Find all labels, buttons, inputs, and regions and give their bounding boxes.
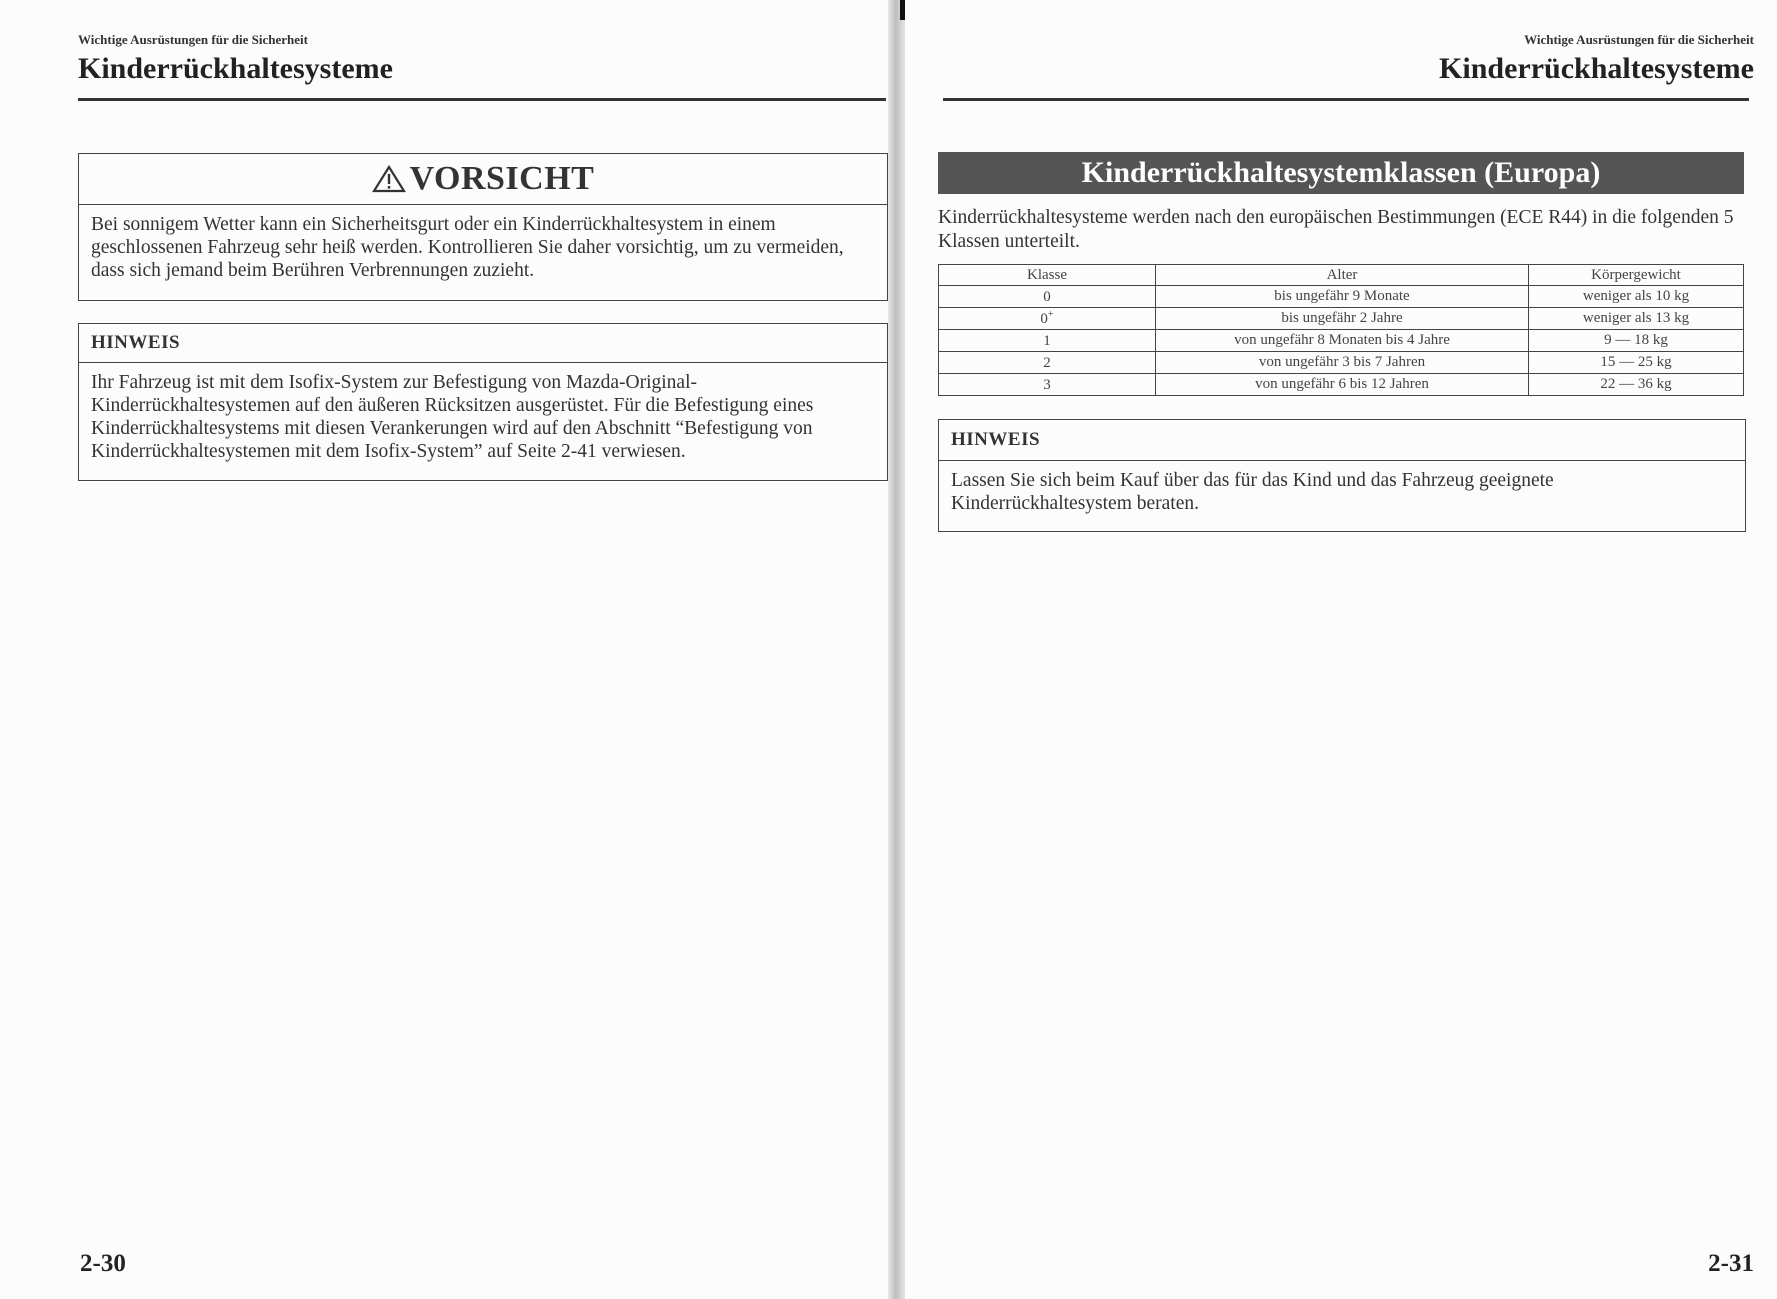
column-header-gewicht: Körpergewicht — [1529, 265, 1744, 286]
note-box — [78, 323, 888, 481]
klasse-cell: 0+ — [939, 308, 1156, 330]
table-row — [939, 330, 1744, 352]
table-row — [939, 374, 1744, 396]
caution-header — [79, 154, 887, 205]
running-head: Wichtige Ausrüstungen für die Sicherheit — [1524, 32, 1754, 47]
alter-cell: von ungefähr 3 bis 7 Jahren — [1156, 352, 1529, 374]
header-rule — [943, 98, 1749, 101]
table-row — [939, 352, 1744, 374]
klasse-cell: 3 — [939, 374, 1156, 396]
gewicht-cell: weniger als 10 kg — [1529, 286, 1744, 308]
table-row — [939, 286, 1744, 308]
intro-text: Kinderrückhaltesysteme werden nach den europäischen Bestimmungen (ECE R44) in die folgenden 5 Klassen unterteilt. — [938, 207, 1734, 252]
gewicht-cell: weniger als 13 kg — [1529, 308, 1744, 330]
column-header-alter: Alter — [1156, 265, 1529, 286]
note-text: Ihr Fahrzeug ist mit dem Isofix-System zur Befestigung von Mazda-Original-Kinderrückhaltesystemen auf den äußeren Rücksitzen ausgerüstet. Für die Befestigung eines Kinderrückhaltesystems mit diesen Verankerungen wird auf den Abschnitt “Befestigung von Kinderrückhaltesystemen mit dem Isofix-System” auf Seite 2-41 verwiesen. — [91, 372, 814, 462]
section-title: Kinderrückhaltesystemklassen (Europa) — [938, 152, 1744, 194]
caution-title: VORSICHT — [409, 160, 595, 197]
note-box — [938, 419, 1746, 532]
note-title: HINWEIS — [939, 420, 1745, 461]
chapter-title: Kinderrückhaltesysteme — [1439, 52, 1754, 85]
note-text: Lassen Sie sich beim Kauf über das für das Kind und das Fahrzeug geeignete Kinderrückhaltesystem beraten. — [951, 470, 1554, 514]
gewicht-cell: 22 — 36 kg — [1529, 374, 1744, 396]
right-page — [905, 0, 1777, 1299]
chapter-title: Kinderrückhaltesysteme — [78, 52, 393, 85]
page-number: 2-30 — [80, 1250, 126, 1277]
klasse-cell: 2 — [939, 352, 1156, 374]
page-number: 2-31 — [1708, 1250, 1754, 1277]
column-header-klasse: Klasse — [939, 265, 1156, 286]
running-head: Wichtige Ausrüstungen für die Sicherheit — [78, 32, 308, 47]
header-rule — [78, 98, 886, 101]
klasse-cell: 0 — [939, 286, 1156, 308]
alter-cell: von ungefähr 8 Monaten bis 4 Jahre — [1156, 330, 1529, 352]
alter-cell: bis ungefähr 2 Jahre — [1156, 308, 1529, 330]
class-table — [938, 264, 1744, 396]
klasse-cell: 1 — [939, 330, 1156, 352]
alter-cell: bis ungefähr 9 Monate — [1156, 286, 1529, 308]
gewicht-cell: 15 — 25 kg — [1529, 352, 1744, 374]
warning-triangle-icon — [372, 164, 406, 194]
table-row — [939, 308, 1744, 330]
table-header-row — [939, 265, 1744, 286]
note-title: HINWEIS — [79, 324, 887, 363]
caution-text: Bei sonnigem Wetter kann ein Sicherheitsgurt oder ein Kinderrückhaltesystem in einem geschlossenen Fahrzeug sehr heiß werden. Kontrollieren Sie daher vorsichtig, um zu vermeiden, dass sich jemand beim Berühren Verbrennungen zuzieht. — [91, 214, 844, 281]
gewicht-cell: 9 — 18 kg — [1529, 330, 1744, 352]
alter-cell: von ungefähr 6 bis 12 Jahren — [1156, 374, 1529, 396]
caution-box — [78, 153, 888, 301]
